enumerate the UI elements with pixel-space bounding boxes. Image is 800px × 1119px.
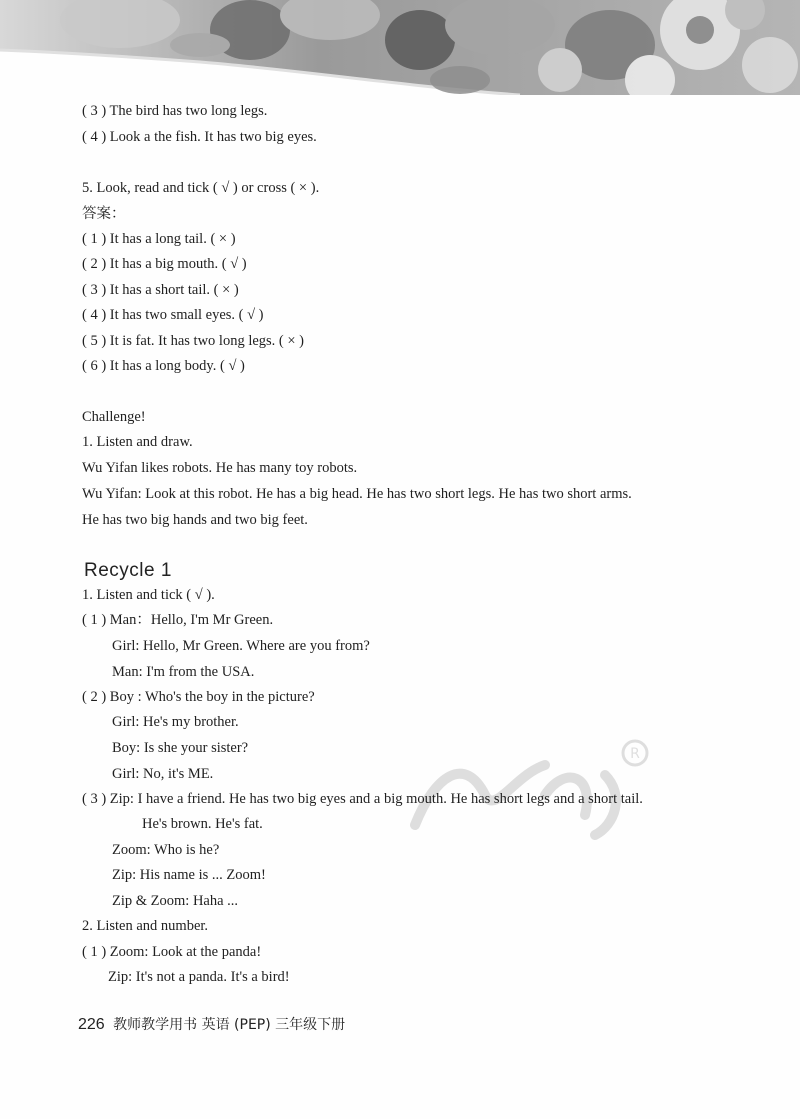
dialogue-line: ( 2 ) Boy : Who's the boy in the picture? xyxy=(82,689,315,705)
text-line: Wu Yifan: Look at this robot. He has a big head. He has two short legs. He has two short arms. xyxy=(82,486,632,502)
answer-line: ( 3 ) It has a short tail. ( × ) xyxy=(82,282,239,298)
dialogue-line: ( 1 ) Zoom: Look at the panda! xyxy=(82,944,262,960)
svg-text:R: R xyxy=(630,746,640,762)
dialogue-line: ( 3 ) Zip: I have a friend. He has two big eyes and a big mouth. He has short legs and a short tail. xyxy=(82,791,643,807)
header-floral-banner xyxy=(0,0,800,95)
dialogue-line: He's brown. He's fat. xyxy=(142,816,263,832)
dialogue-line: Boy: Is she your sister? xyxy=(112,740,249,756)
section-heading: 1. Listen and draw. xyxy=(82,434,193,450)
book-title: 教师教学用书 英语 (PEP) 三年级下册 xyxy=(113,1017,346,1033)
dialogue-line: Zoom: Who is he? xyxy=(112,842,220,858)
dialogue-line: Man: I'm from the USA. xyxy=(112,664,255,680)
answer-line: ( 1 ) It has a long tail. ( × ) xyxy=(82,231,236,247)
floral-banner-image xyxy=(0,0,800,95)
answer-line: ( 5 ) It is fat. It has two long legs. ( × ) xyxy=(82,333,305,349)
page-footer xyxy=(78,1014,345,1034)
section-heading: 1. Listen and tick ( √ ). xyxy=(82,587,215,603)
exercise-line: ( 3 ) The bird has two long legs. xyxy=(82,103,268,119)
text-line: Wu Yifan likes robots. He has many toy robots. xyxy=(82,460,358,476)
dialogue-line: ( 1 ) Man：Hello, I'm Mr Green. xyxy=(82,612,274,628)
answer-line: ( 6 ) It has a long body. ( √ ) xyxy=(82,358,245,374)
dialogue-line: Girl: No, it's ME. xyxy=(112,766,214,782)
page-number: 226 xyxy=(78,1016,105,1033)
dialogue-line: Girl: Hello, Mr Green. Where are you from? xyxy=(112,638,370,654)
answer-line: ( 4 ) It has two small eyes. ( √ ) xyxy=(82,307,264,323)
text-line: He has two big hands and two big feet. xyxy=(82,512,308,528)
section-heading: 5. Look, read and tick ( √ ) or cross ( × ). xyxy=(82,180,320,196)
dialogue-line: Zip & Zoom: Haha ... xyxy=(112,893,239,909)
dialogue-line: Zip: His name is ... Zoom! xyxy=(112,867,266,883)
answer-label: 答案： xyxy=(82,206,126,222)
section-heading: 2. Listen and number. xyxy=(82,918,209,934)
dialogue-line: Zip: It's not a panda. It's a bird! xyxy=(108,969,290,985)
answer-line: ( 2 ) It has a big mouth. ( √ ) xyxy=(82,256,247,272)
challenge-heading: Challenge! xyxy=(82,409,146,425)
exercise-line: ( 4 ) Look a the fish. It has two big eyes. xyxy=(82,129,317,145)
dialogue-line: Girl: He's my brother. xyxy=(112,714,239,730)
recycle-title: Recycle 1 xyxy=(84,560,172,581)
